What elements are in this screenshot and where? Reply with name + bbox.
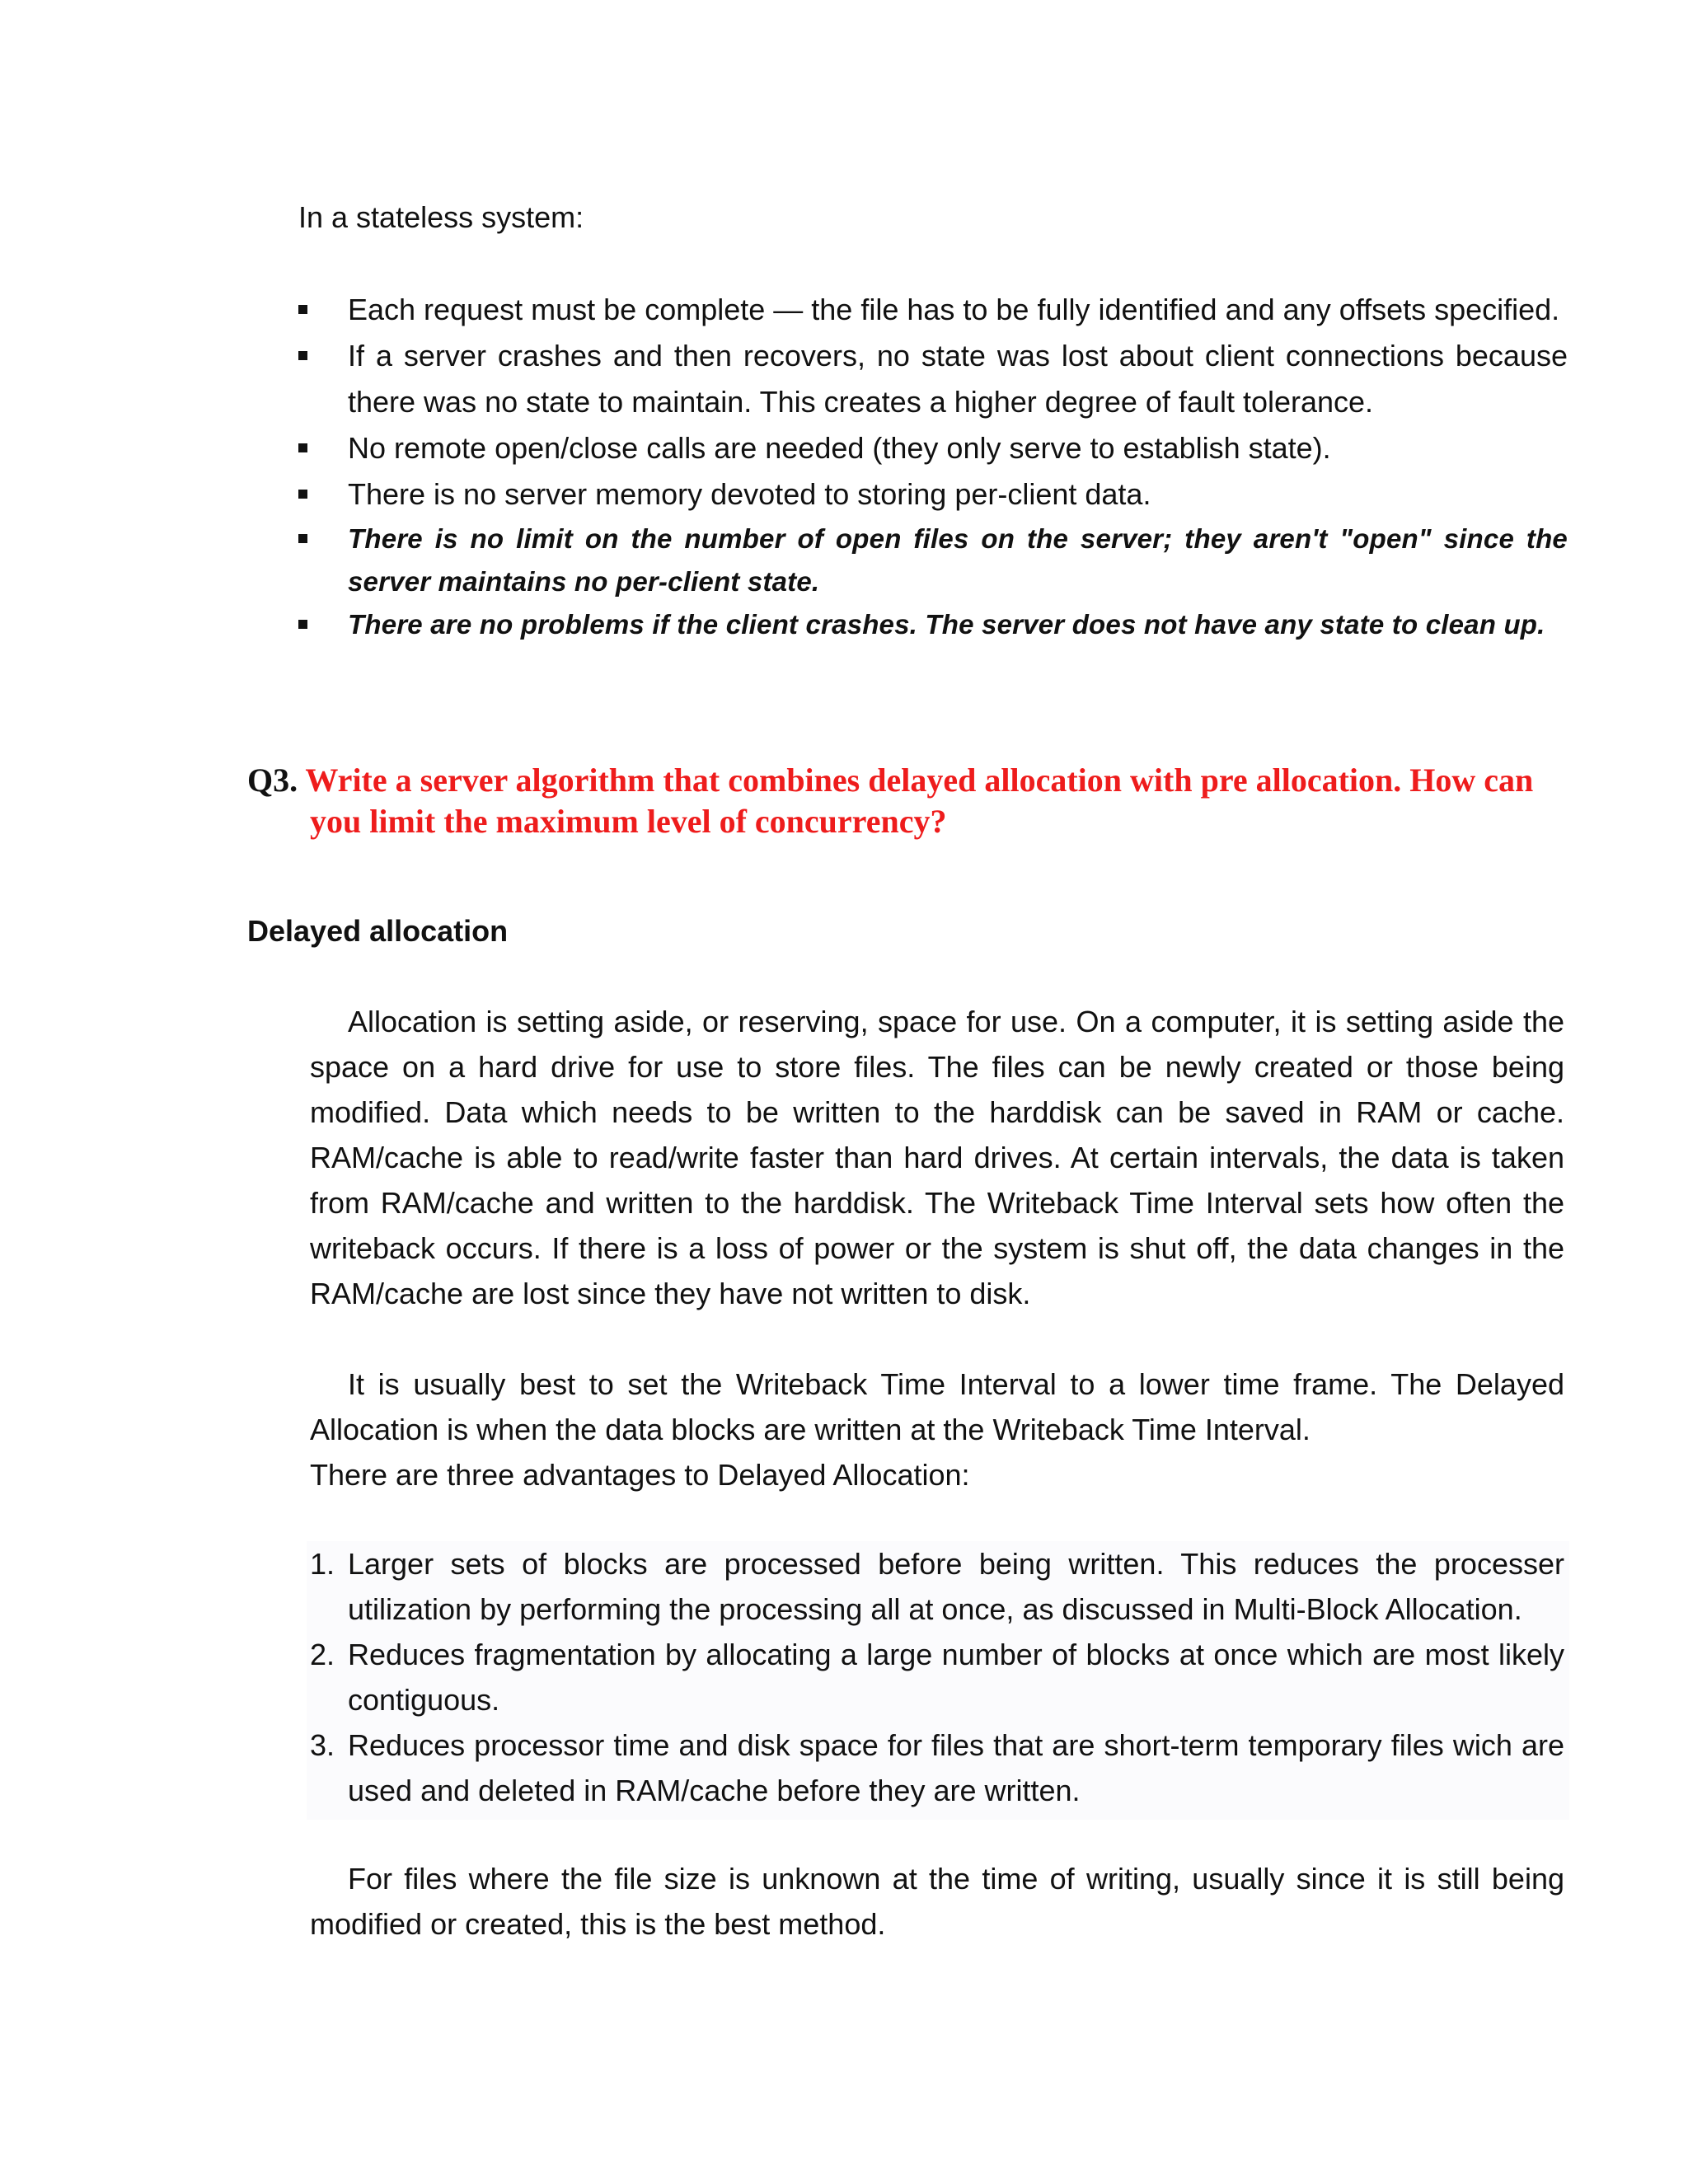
paragraph-advantages-intro: There are three advantages to Delayed Allocation:: [310, 1458, 970, 1492]
square-bullet-icon: [298, 351, 307, 360]
list-item-text: If a server crashes and then recovers, no state was lost about client connections because there was no state to maintain. This creates a higher degree of fault tolerance.: [348, 339, 1568, 419]
list-item: [298, 518, 1568, 603]
question-text-line2: you limit the maximum level of concurrency?: [310, 803, 947, 840]
advantages-list: [310, 1541, 1564, 1813]
list-item: [310, 1632, 1564, 1722]
square-bullet-icon: [298, 443, 307, 452]
stateless-properties-list: [298, 287, 1568, 646]
list-item: [298, 603, 1568, 646]
list-item-number: 1.: [310, 1547, 335, 1581]
square-bullet-icon: [298, 620, 307, 629]
list-item: [310, 1722, 1564, 1813]
intro-text: In a stateless system:: [298, 200, 584, 234]
paragraph-writeback: It is usually best to set the Writeback Time Interval to a lower time frame. The Delayed Allocation is when the data blocks are written at the Writeback Time Interval.: [310, 1367, 1564, 1446]
list-item-text: Reduces processor time and disk space for files that are short-term temporary files wich are used and deleted in RAM/cache before they are written.: [348, 1728, 1564, 1807]
list-item-text: No remote open/close calls are needed (they only serve to establish state).: [348, 431, 1331, 465]
list-item: [298, 471, 1568, 518]
paragraph-allocation: Allocation is setting aside, or reserving, space for use. On a computer, it is setting aside the space on a hard drive for use to store files. The files can be newly created or those being modified. Data which needs to be written to the harddisk can be saved in RAM or cache. RAM/cache is able to read/write faster than hard drives. At certain intervals, the data is taken from RAM/cache and written to the harddisk. The Writeback Time Interval sets how often the writeback occurs. If there is a loss of power or the system is shut off, the data changes in the RAM/cache are lost since they have not written to disk.: [310, 1005, 1564, 1310]
list-item: [298, 287, 1568, 333]
list-item-text: Reduces fragmentation by allocating a large number of blocks at once which are most likely contiguous.: [348, 1638, 1564, 1717]
square-bullet-icon: [298, 305, 307, 314]
square-bullet-icon: [298, 534, 307, 543]
question-number: Q3.: [247, 762, 298, 799]
question-heading: [247, 760, 1566, 842]
list-item-text: There is no server memory devoted to storing per-client data.: [348, 477, 1151, 511]
section-heading: Delayed allocation: [247, 914, 509, 948]
list-item-text: Each request must be complete — the file has to be fully identified and any offsets specified.: [348, 293, 1560, 326]
list-item: [298, 425, 1568, 471]
square-bullet-icon: [298, 490, 307, 499]
list-item-number: 2.: [310, 1638, 335, 1671]
list-item-text: There is no limit on the number of open files on the server; they aren't "open" since the server maintains no per-client state.: [348, 523, 1568, 597]
list-item-number: 3.: [310, 1728, 335, 1762]
list-item: [310, 1541, 1564, 1632]
question-text-line1: Write a server algorithm that combines delayed allocation with pre allocation. How can: [305, 762, 1534, 799]
list-item: [298, 333, 1568, 425]
list-item-text: Larger sets of blocks are processed before being written. This reduces the processer utilization by performing the processing all at once, as discussed in Multi-Block Allocation.: [348, 1547, 1564, 1626]
list-item-text: There are no problems if the client crashes. The server does not have any state to clean up.: [348, 609, 1545, 640]
paragraph-conclusion: For files where the file size is unknown at the time of writing, usually since it is still being modified or created, this is the best method.: [310, 1862, 1564, 1941]
